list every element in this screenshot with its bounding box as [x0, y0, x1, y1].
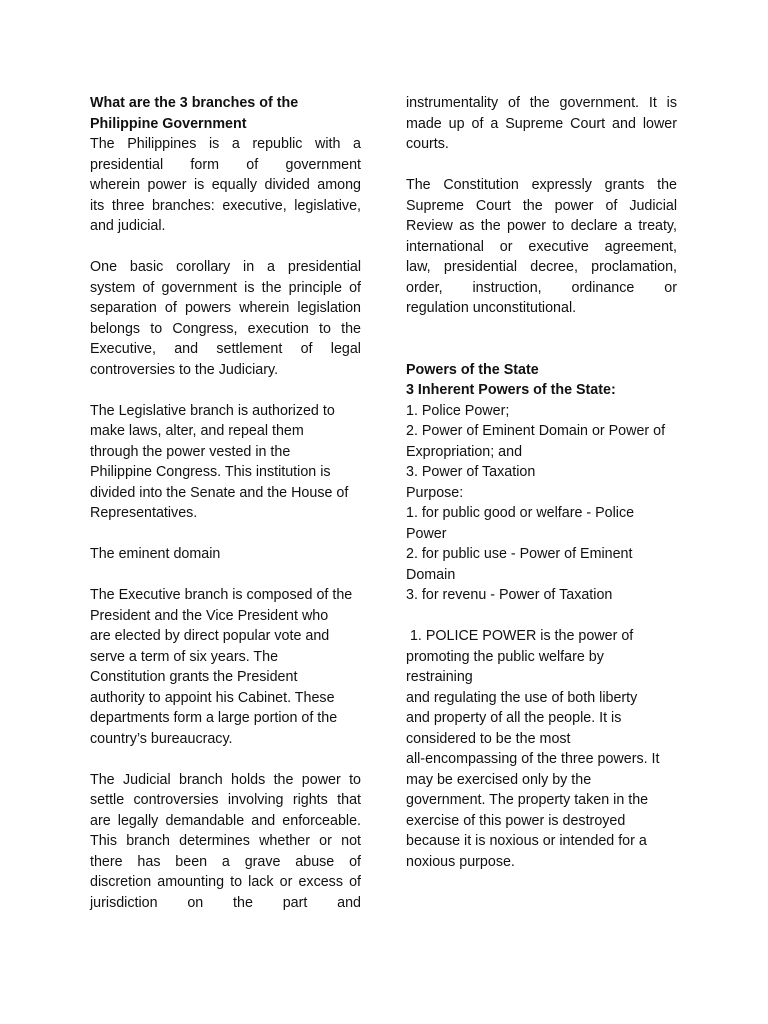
text-line: controversies to the Judiciary.: [90, 361, 279, 378]
text-line: Executive, and settlement of legal: [90, 341, 361, 357]
paragraph-gap: [406, 606, 677, 627]
executive-paragraph: [90, 585, 361, 749]
branches-heading: [90, 93, 361, 134]
text-line: and judicial.: [90, 218, 166, 234]
text-line: and property of all the people. It is: [406, 710, 622, 726]
eminent-domain-line: [90, 544, 361, 565]
text-line: its three branches: executive, legislative,: [90, 197, 361, 214]
text-line: may be exercised only by the: [406, 771, 592, 788]
text-line: make laws, alter, and repeal them: [90, 423, 304, 439]
text-line: presidential form of government: [90, 156, 361, 173]
text-line: This branch determines whether or not: [90, 833, 361, 849]
paragraph-gap: [406, 155, 677, 176]
list-item: 1. Police Power;: [406, 402, 510, 419]
text-line: authority to appoint his Cabinet. These: [90, 689, 335, 706]
text-line: and regulating the use of both liberty: [406, 689, 638, 706]
paragraph-gap: [90, 380, 361, 401]
text-line: The Philippines is a republic with a: [90, 136, 361, 152]
text-line: considered to be the most: [406, 730, 571, 747]
paragraph-gap: [406, 319, 677, 360]
list-item: 3. Power of Taxation: [406, 464, 536, 480]
legislative-paragraph: [90, 401, 361, 524]
constitution-paragraph: [406, 175, 677, 319]
intro-paragraph: [90, 134, 361, 237]
heading-line: What are the 3 branches of the: [90, 95, 299, 111]
left-column: [90, 93, 361, 913]
text-line: discretion amounting to lack or excess of: [90, 874, 361, 890]
text-line: jurisdiction on the part and: [90, 894, 361, 911]
text-line: law, presidential decree, proclamation,: [406, 259, 677, 275]
text-line: are legally demandable and enforceable.: [90, 812, 361, 829]
text-line: belongs to Congress, execution to the: [90, 320, 361, 337]
text-line: government. The property taken in the: [406, 792, 649, 808]
list-item: Domain: [406, 566, 456, 583]
list-item: Power: [406, 525, 447, 542]
text-line: The Legislative branch is authorized to: [90, 402, 335, 419]
text-line: exercise of this power is destroyed: [406, 812, 626, 829]
list-item: 2. Power of Eminent Domain or Power of: [406, 423, 666, 439]
text-line: are elected by direct popular vote and: [90, 628, 330, 644]
judicial-paragraph: [90, 770, 361, 914]
text-line: wherein power is equally divided among: [90, 177, 361, 193]
paragraph-gap: [90, 524, 361, 545]
text-line: President and the Vice President who: [90, 607, 329, 624]
text-line: regulation unconstitutional.: [406, 300, 577, 316]
text-line: The Judicial branch holds the power to: [90, 771, 361, 788]
text-line: Representatives.: [90, 505, 198, 521]
text-line: Review as the power to declare a treaty,: [406, 218, 677, 234]
right-column: [406, 93, 677, 872]
text-line: through the power vested in the: [90, 443, 291, 460]
text-line: The eminent domain: [90, 546, 221, 562]
text-line: 1. POLICE POWER is the power of: [406, 628, 634, 644]
powers-heading: [406, 360, 677, 401]
text-line: The Executive branch is composed of the: [90, 587, 353, 603]
heading-line: 3 Inherent Powers of the State:: [406, 382, 616, 398]
heading-line: Philippine Government: [90, 115, 247, 132]
text-line: restraining: [406, 669, 473, 685]
list-item: 1. for public good or welfare - Police: [406, 505, 635, 521]
text-line: settle controversies involving rights that: [90, 792, 361, 808]
text-line: The Constitution expressly grants the: [406, 177, 677, 193]
list-item: Expropriation; and: [406, 443, 523, 460]
text-line: separation of powers wherein legislation: [90, 300, 361, 316]
paragraph-gap: [90, 749, 361, 770]
text-line: Philippine Congress. This institution is: [90, 464, 331, 480]
text-line: there has been a grave abuse of: [90, 853, 361, 870]
text-line: noxious purpose.: [406, 853, 515, 870]
list-item: 3. for revenu - Power of Taxation: [406, 587, 613, 603]
police-power-paragraph: [406, 626, 677, 872]
text-line: departments form a large portion of the: [90, 710, 338, 726]
text-line: One basic corollary in a presidential: [90, 259, 361, 275]
text-line: Constitution grants the President: [90, 669, 298, 685]
powers-list: [406, 401, 677, 606]
heading-line: Powers of the State: [406, 361, 539, 378]
text-line: promoting the public welfare by: [406, 648, 604, 665]
text-line: country’s bureaucracy.: [90, 730, 233, 747]
corollary-paragraph: [90, 257, 361, 380]
text-line: because it is noxious or intended for a: [406, 833, 647, 849]
text-line: Supreme Court the power of Judicial: [406, 197, 677, 214]
text-line: international or executive agreement,: [406, 238, 677, 255]
text-line: divided into the Senate and the House of: [90, 484, 349, 501]
paragraph-gap: [90, 237, 361, 258]
text-line: system of government is the principle of: [90, 279, 361, 296]
text-line: all-encompassing of the three powers. It: [406, 751, 660, 767]
text-line: courts.: [406, 136, 449, 152]
text-line: made up of a Supreme Court and lower: [406, 115, 677, 132]
paragraph-gap: [90, 565, 361, 586]
text-line: serve a term of six years. The: [90, 648, 279, 665]
text-line: instrumentality of the government. It is: [406, 95, 677, 111]
text-line: order, instruction, ordinance or: [406, 279, 677, 296]
judicial-continued-paragraph: [406, 93, 677, 155]
list-item: Purpose:: [406, 484, 464, 501]
list-item: 2. for public use - Power of Eminent: [406, 546, 633, 562]
